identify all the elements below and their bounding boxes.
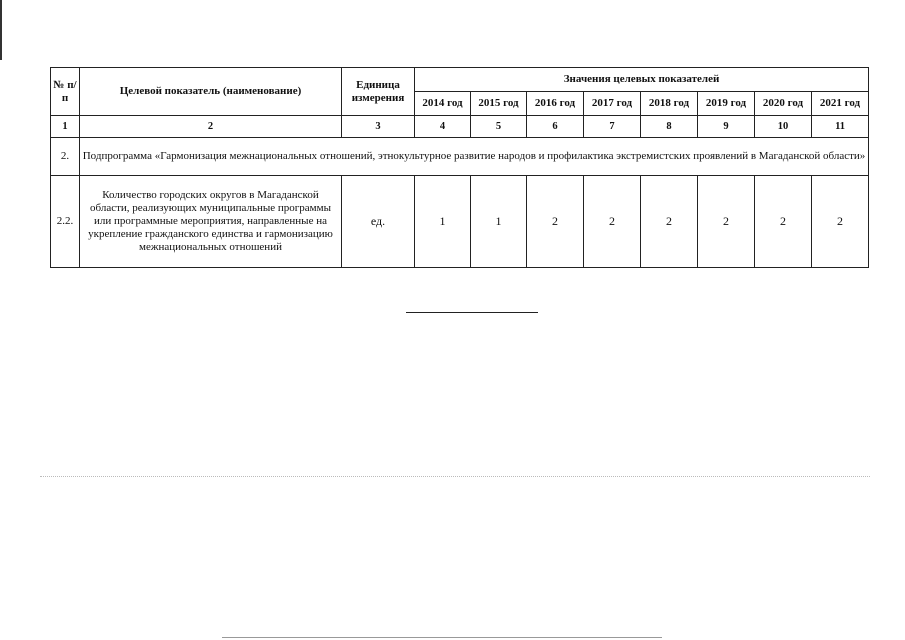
table-row <box>51 176 869 268</box>
column-number: 3 <box>342 116 415 138</box>
column-number: 11 <box>812 116 869 138</box>
header-year: 2021 год <box>812 92 869 116</box>
row-value: 2 <box>584 176 641 268</box>
subprogram-num: 2. <box>51 138 80 176</box>
end-separator-line <box>406 312 538 313</box>
header-year: 2016 год <box>527 92 584 116</box>
header-year: 2020 год <box>755 92 812 116</box>
column-number: 10 <box>755 116 812 138</box>
header-row-main <box>51 68 869 92</box>
header-values-group: Значения целевых показателей <box>415 68 869 92</box>
row-unit: ед. <box>342 176 415 268</box>
target-indicators-table <box>50 67 869 268</box>
column-number: 4 <box>415 116 471 138</box>
row-num: 2.2. <box>51 176 80 268</box>
row-value: 2 <box>812 176 869 268</box>
page-edge-mark <box>0 0 2 60</box>
column-number: 6 <box>527 116 584 138</box>
subprogram-row <box>51 138 869 176</box>
column-number: 1 <box>51 116 80 138</box>
column-number: 7 <box>584 116 641 138</box>
row-value: 2 <box>641 176 698 268</box>
subprogram-title: Подпрограмма «Гармонизация межнациональных отношений, этнокультурное развитие народов и профилактика экстремистских проявлений в Магаданской области» <box>80 138 869 176</box>
header-indicator: Целевой показатель (наименование) <box>80 68 342 116</box>
row-value: 2 <box>755 176 812 268</box>
page-bottom-line <box>222 637 662 638</box>
scan-artifact-dots <box>40 476 870 477</box>
row-value: 1 <box>415 176 471 268</box>
column-number: 5 <box>471 116 527 138</box>
header-year: 2019 год <box>698 92 755 116</box>
header-year: 2015 год <box>471 92 527 116</box>
header-num: № п/п <box>51 68 80 116</box>
column-number: 2 <box>80 116 342 138</box>
header-year: 2018 год <box>641 92 698 116</box>
header-year: 2017 год <box>584 92 641 116</box>
row-indicator: Количество городских округов в Магаданской области, реализующих муниципальные программы или программные мероприятия, направленные на укрепление гражданского единства и гармонизацию межнациональных отношений <box>80 176 342 268</box>
column-numbers-row <box>51 116 869 138</box>
header-year: 2014 год <box>415 92 471 116</box>
row-value: 2 <box>527 176 584 268</box>
column-number: 8 <box>641 116 698 138</box>
row-value: 2 <box>698 176 755 268</box>
header-unit: Единица измерения <box>342 68 415 116</box>
row-value: 1 <box>471 176 527 268</box>
column-number: 9 <box>698 116 755 138</box>
